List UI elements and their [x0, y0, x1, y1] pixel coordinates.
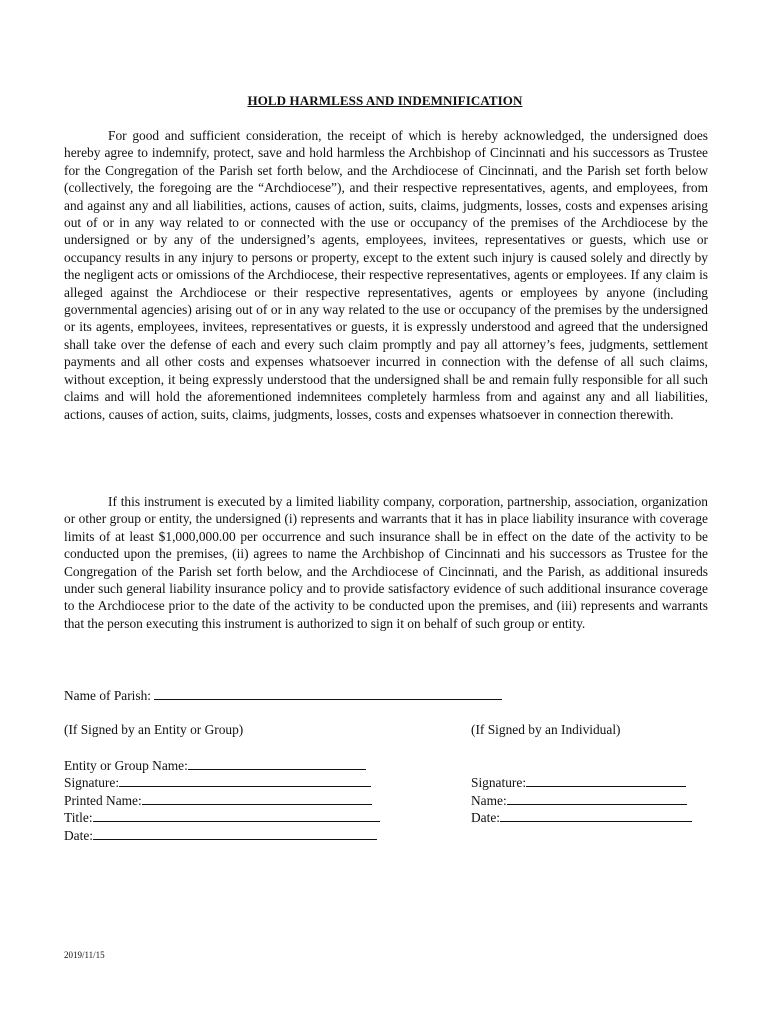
individual-name-blank[interactable]	[507, 791, 687, 805]
entity-heading: (If Signed by an Entity or Group)	[64, 722, 244, 737]
entity-name-field	[64, 756, 366, 774]
individual-signature-field	[471, 773, 686, 791]
individual-signature-blank[interactable]	[526, 773, 686, 787]
individual-name-label: Name:	[471, 793, 507, 808]
entity-title-blank[interactable]	[93, 808, 380, 822]
entity-title-field	[64, 808, 380, 826]
parish-blank[interactable]	[154, 686, 502, 700]
entity-name-label: Entity or Group Name:	[64, 758, 188, 773]
footer-date: 2019/11/15	[64, 950, 105, 960]
indemnification-paragraph: For good and sufficient consideration, the receipt of which is hereby acknowledged, the undersigned does hereby agree to indemnify, protect, save and hold harmless the Archbishop of Cincinnati and his successors as Trustee for the Congregation of the Parish set forth below, and the Archdiocese of Cincinnati, and the Parish set forth below (collectively, the foregoing are the “Archdiocese”), and their respective representatives, agents, and employees, from and against any and all liabilities, actions, causes of action, suits, claims, judgments, losses, costs and expenses arising out of or in any way related to or connected with the use or occupancy of the premises of the Archdiocese by the undersigned or by any of the undersigned’s agents, employees, invitees, representatives or guests, which use or occupancy results in any injury to persons or property, except to the extent such injury is caused solely and directly by the negligent acts or omissions of the Archdiocese, their respective representatives, agents or employees. If any claim is alleged against the Archdiocese or their respective representatives, agents or employees by anyone (including governmental agencies) arising out of or in any way related to the use or occupancy of the premises by the undersigned or its agents, employees, invitees, representatives or guests, it is expressly understood and agreed that the undersigned shall take over the defense of each and every such claim promptly and pay all attorney’s fees, judgments, settlement payments and all other costs and expenses whatsoever incurred in connection with the defense of all such claims, without exception, it being expressly understood that the undersigned shall be and remain fully responsible for all such claims and will hold the aforementioned indemnitees completely harmless from and against any and all liabilities, actions, causes of action, suits, claims, judgments, losses, costs and expenses whatsoever in connection therewith.	[64, 128, 708, 422]
parish-field	[64, 686, 502, 704]
entity-signature-blank[interactable]	[119, 773, 371, 787]
entity-signature-field	[64, 773, 371, 791]
individual-name-field	[471, 791, 687, 809]
parish-label: Name of Parish:	[64, 688, 152, 703]
individual-signature-label: Signature:	[471, 775, 527, 790]
entity-date-blank[interactable]	[93, 826, 377, 840]
entity-name-blank[interactable]	[188, 756, 366, 770]
entity-title-label: Title:	[64, 810, 93, 825]
individual-heading: (If Signed by an Individual)	[471, 722, 621, 737]
entity-date-field	[64, 826, 377, 844]
individual-date-field	[471, 808, 692, 826]
entity-printed-name-blank[interactable]	[142, 791, 372, 805]
entity-signature-label: Signature:	[64, 775, 120, 790]
individual-date-label: Date:	[471, 810, 500, 825]
insurance-paragraph: If this instrument is executed by a limited liability company, corporation, partnership, association, organization or other group or entity, the undersigned (i) represents and warrants that it has in place liability insurance with coverage limits of at least $1,000,000.00 per occurrence and such insurance shall be in effect on the date of the activity to be conducted upon the premises, (ii) agrees to name the Archbishop of Cincinnati and his successors as Trustee for the Congregation of the Parish set forth below, and the Archdiocese of Cincinnati, and the Parish, as additional insureds under such general liability insurance policy and to provide satisfactory evidence of such additional insurance coverage to the Archdiocese prior to the date of the activity to be conducted upon the premises, and (iii) represents and warrants that the person executing this instrument is authorized to sign it on behalf of such group or entity.	[64, 494, 708, 631]
document-title: HOLD HARMLESS AND INDEMNIFICATION	[247, 93, 523, 108]
entity-date-label: Date:	[64, 828, 93, 843]
entity-printed-name-field	[64, 791, 372, 809]
individual-date-blank[interactable]	[500, 808, 692, 822]
entity-printed-name-label: Printed Name:	[64, 793, 142, 808]
